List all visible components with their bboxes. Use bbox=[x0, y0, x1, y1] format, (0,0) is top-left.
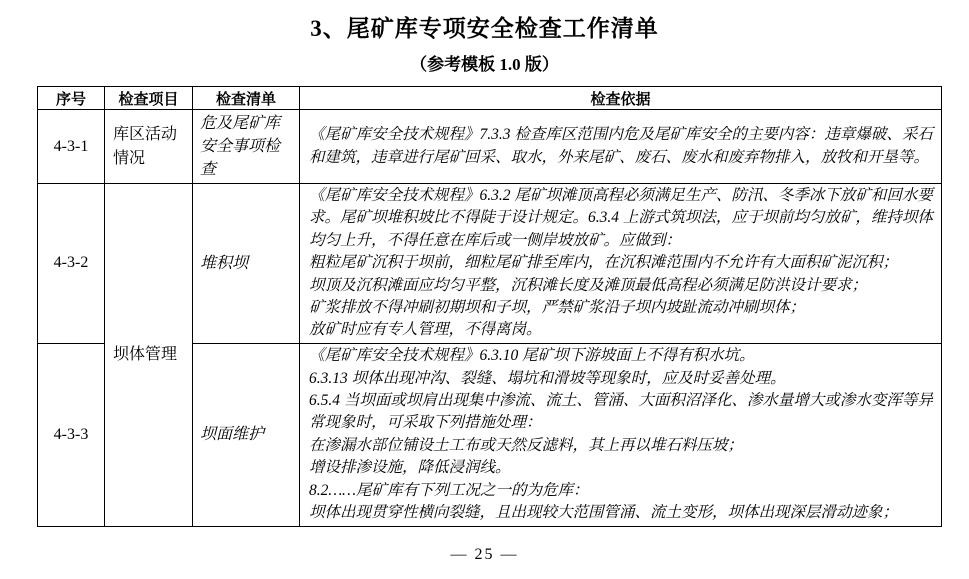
basis-line: 8.2……尾矿库有下列工况之一的为危库： bbox=[309, 481, 589, 499]
basis-line: 坝顶及沉积滩面应均匀平整，沉积滩长度及滩顶最低高程必须满足防洪设计要求； bbox=[309, 276, 868, 294]
cell-checklist-4-3-2: 堆积坝 bbox=[193, 184, 300, 344]
header-index: 序号 bbox=[38, 87, 105, 110]
cell-item-reservoir-activity: 库区活动情况 bbox=[105, 110, 193, 184]
document-title: 3、尾矿库专项安全检查工作清单 bbox=[310, 16, 659, 41]
basis-line: 在渗漏水部位铺设土工布或天然反滤料，其上再以堆石料压坡； bbox=[309, 436, 744, 454]
basis-line: 增设排渗设施，降低浸润线。 bbox=[309, 459, 511, 477]
cell-basis-4-3-2 bbox=[300, 184, 942, 344]
document-subtitle: （参考模板 1.0 版） bbox=[410, 55, 559, 74]
cell-basis-4-3-3 bbox=[300, 343, 942, 526]
basis-line: 矿浆排放不得冲刷初期坝和子坝，严禁矿浆沿子坝内坡趾流动冲刷坝体； bbox=[309, 299, 806, 317]
basis-line: 坝体出现贯穿性横向裂缝，且出现较大范围管涌、流土变形，坝体出现深层滑动迹象； bbox=[309, 504, 899, 522]
header-basis: 检查依据 bbox=[300, 87, 942, 110]
cell-basis-4-3-1 bbox=[300, 110, 942, 184]
inspection-checklist-table bbox=[37, 86, 942, 527]
cell-index-4-3-3: 4-3-3 bbox=[38, 343, 105, 526]
header-checklist: 检查清单 bbox=[193, 87, 300, 110]
cell-checklist-4-3-3: 坝面维护 bbox=[193, 343, 300, 526]
cell-item-dam-management: 坝体管理 bbox=[105, 184, 193, 527]
basis-line: 粗粒尾矿沉积于坝前，细粒尾矿排至库内，在沉积滩范围内不允许有大面积矿泥沉积； bbox=[309, 254, 899, 272]
basis-line: 6.3.13 坝体出现冲沟、裂缝、塌坑和滑坡等现象时，应及时妥善处理。 bbox=[309, 369, 786, 387]
basis-line: 《尾矿库安全技术规程》7.3.3 检查库区范围内危及尾矿库安全的主要内容：违章爆破、采石和建筑，违章进行尾矿回采、取水，外来尾矿、废石、废水和废弃物排入，放牧和开垦等。 bbox=[309, 126, 933, 166]
basis-line: 《尾矿库安全技术规程》6.3.2 尾矿坝滩顶高程必须满足生产、防汛、冬季冰下放矿和回水要求。尾矿坝堆积坡比不得陡于设计规定。6.3.4 上游式筑坝法，应于坝前均匀放矿，维持坝体均匀上升，不得任意在库后或一侧岸坡放矿。应做到： bbox=[309, 187, 933, 249]
page-number: — 25 — bbox=[450, 546, 519, 563]
basis-line: 《尾矿库安全技术规程》6.3.10 尾矿坝下游坡面上不得有积水坑。 bbox=[309, 347, 755, 365]
basis-line: 6.5.4 当坝面或坝肩出现集中渗流、流土、管涌、大面积沼泽化、渗水量增大或渗水变浑等异常现象时，可采取下列措施处理： bbox=[309, 392, 933, 432]
cell-checklist-4-3-1: 危及尾矿库安全事项检查 bbox=[193, 110, 300, 184]
cell-index-4-3-1: 4-3-1 bbox=[38, 110, 105, 184]
basis-line: 放矿时应有专人管理，不得离岗。 bbox=[309, 321, 542, 339]
table-row-4-3-2 bbox=[38, 184, 942, 344]
table-header-row bbox=[38, 87, 942, 110]
header-item: 检查项目 bbox=[105, 87, 193, 110]
cell-index-4-3-2: 4-3-2 bbox=[38, 184, 105, 344]
table-row-4-3-1 bbox=[38, 110, 942, 184]
